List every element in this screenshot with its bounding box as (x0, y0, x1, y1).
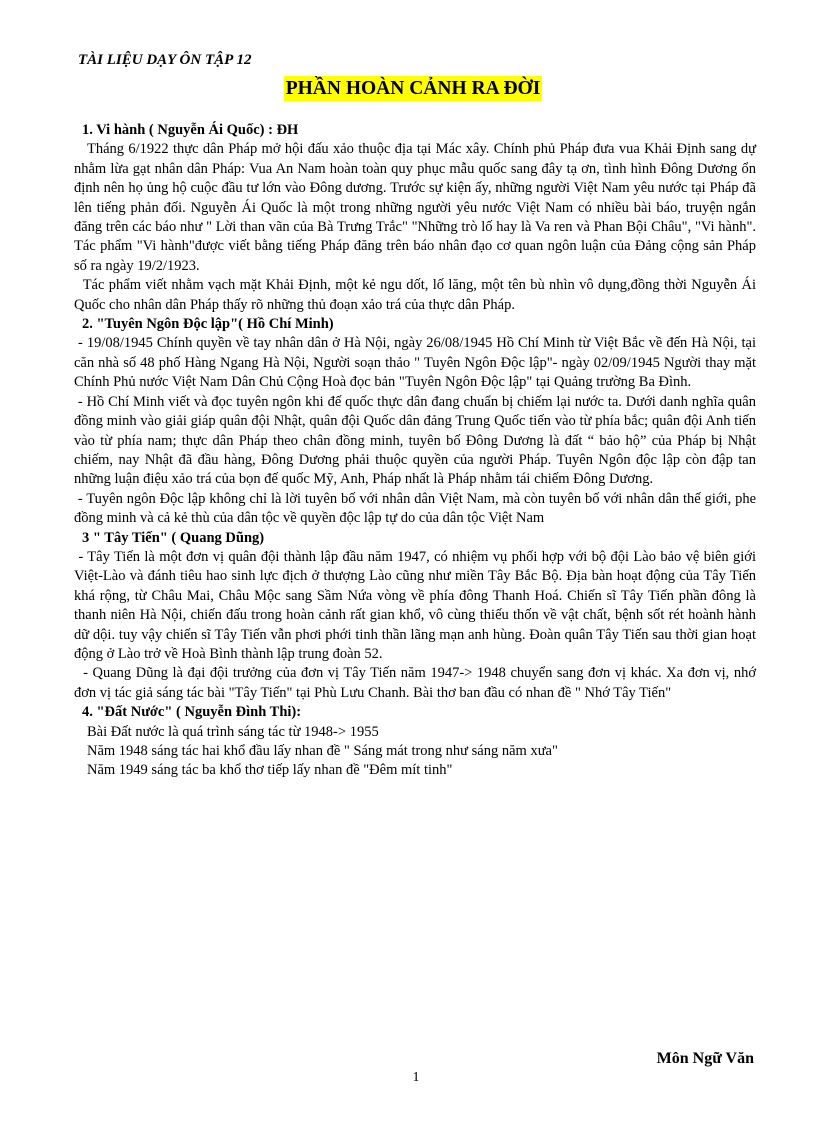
section-heading-tay-tien: 3 " Tây Tiến" ( Quang Dũng) (82, 529, 265, 546)
document-body (74, 121, 760, 781)
list-line: Năm 1948 sáng tác hai khổ đầu lấy nhan đề " Sáng mát trong như sáng năm xưa" (87, 743, 558, 759)
list-line: Bài Đất nước là quá trình sáng tác từ 1948-> 1955 (87, 723, 379, 740)
paragraph: - Tuyên ngôn Độc lập không chỉ là lời tuyên bố với nhân dân Việt Nam, mà còn tuyên bố với nhân dân thế giới, phe đồng minh và cả kẻ thù của dân tộc về quyền độc lập tự do của dân tộc Việt Nam (74, 490, 760, 527)
footer-subject: Môn Ngữ Văn (656, 1050, 754, 1067)
document-header: TÀI LIỆU DẠY ÔN TẬP 12 (78, 52, 252, 68)
section-heading-vi-hanh: 1. Vi hành ( Nguyễn Ái Quốc) : ĐH (82, 122, 299, 138)
paragraph: - Tây Tiến là một đơn vị quân đội thành lập đầu năm 1947, có nhiệm vụ phối hợp với bộ đội Lào bảo vệ biên giới Việt-Lào và đánh tiêu hao sinh lực địch ở thượng Lào cũng như miền Tây Bắc Bộ. Địa bàn hoạt động của Tây Tiến khá rộng, từ Châu Mai, Châu Mộc sang Sầm Nứa vòng về phía đông Thanh Hoá. Chiến sĩ Tây Tiến phần đông là thanh niên Hà Nội, chiến đấu trong hoàn cảnh rất gian khổ, vô cùng thiếu thốn về vật chất, bệnh sốt rét hoành hành dữ dội. tuy vậy chiến sĩ Tây Tiến vẫn phơi phới tinh thần lãng mạn anh hùng. Đoàn quân Tây Tiến sau thời gian hoạt động ở Lào trở về Hoà Bình thành lập trung đoàn 52. (74, 548, 760, 662)
section-heading-dat-nuoc: 4. "Đất Nước" ( Nguyễn Đình Thi): (82, 704, 302, 721)
page-title: PHẦN HOÀN CẢNH RA ĐỜI (285, 78, 541, 99)
title-wrapper (0, 76, 816, 101)
paragraph: Tác phẩm viết nhằm vạch mặt Khải Định, một kẻ ngu dốt, lố lăng, một tên bù nhìn vô dụng,đồng thời Nguyễn Ái Quốc cho nhân dân Pháp thấy rõ những thủ đoạn xảo trá của thực dân Pháp. (74, 277, 760, 313)
paragraph: Tháng 6/1922 thực dân Pháp mở hội đấu xảo thuộc địa tại Mác xây. Chính phủ Pháp đưa vua Khải Định sang dự nhằm lừa gạt nhân dân Pháp: Vua An Nam hoàn toàn quy phục mẫu quốc sang đây tạ ơn, tình hình Đông Dương ổn định nên họ ủng hộ cuộc đầu tư lớn vào Đông dương. Trước sự kiện ấy, những người Việt Nam yêu nước tại Pháp đã lên tiếng phản đối. Nguyễn Ái Quốc là một trong những người yêu nước Việt Nam có nhiều bài báo, truyện ngắn đăng trên các báo như " Lời than vãn của Bà Trưng Trắc" "Những trò lố hay là Va ren và Phan Bội Châu", "Vi hành". Tác phẩm "Vi hành"được viết bằng tiếng Pháp đăng trên báo nhân đạo cơ quan ngôn luận của Đảng cộng sản Pháp số ra ngày 19/2/1923. (74, 141, 760, 274)
paragraph: - 19/08/1945 Chính quyền về tay nhân dân ở Hà Nội, ngày 26/08/1945 Hồ Chí Minh từ Việt Bắc về đến Hà Nội, tại căn nhà số 48 phố Hàng Ngang Hà Nội, Người soạn thảo " Tuyên Ngôn Độc lập"- ngày 02/09/1945 Người thay mặt Chính Phủ nước Việt Nam Dân Chủ Cộng Hoà đọc bản "Tuyên Ngôn Độc lập" tại Quảng trường Ba Đình. (74, 335, 760, 391)
paragraph: - Hồ Chí Minh viết và đọc tuyên ngôn khi đế quốc thực dân đang chuẩn bị chiếm lại nước ta. Dưới danh nghĩa quân đồng minh vào giải giáp quân đội Nhật, quân đội Quốc dân đảng Trung Quốc tiến vào từ phía bắc; quân đội Anh tiến vào từ phía nam; thực dân Pháp theo chân đồng minh, tuyên bố Đông Dương là đất “ bảo hộ” của Pháp bị Nhật chiếm, nay Nhật đã đầu hàng, Đông Dương phải thuộc quyền của người Pháp. Tuyên Ngôn độc lập còn đập tan những luận điệu xảo trá của bọn đế quốc Mỹ, Anh, Pháp nhất là Pháp nhằm tái chiếm Đông Dương. (74, 393, 760, 488)
paragraph: - Quang Dũng là đại đội trưởng của đơn vị Tây Tiến năm 1947-> 1948 chuyển sang đơn vị khác. Xa đơn vị, nhớ đơn vị tác giả sáng tác bài "Tây Tiến" tại Phù Lưu Chanh. Bài thơ ban đầu có nhan đề " Nhớ Tây Tiến" (74, 665, 760, 701)
page-number: 1 (412, 1070, 420, 1085)
list-line: Năm 1949 sáng tác ba khổ thơ tiếp lấy nhan đề "Đêm mít tinh" (87, 762, 453, 779)
section-heading-tuyen-ngon: 2. "Tuyên Ngôn Độc lập"( Hồ Chí Minh) (82, 316, 334, 333)
